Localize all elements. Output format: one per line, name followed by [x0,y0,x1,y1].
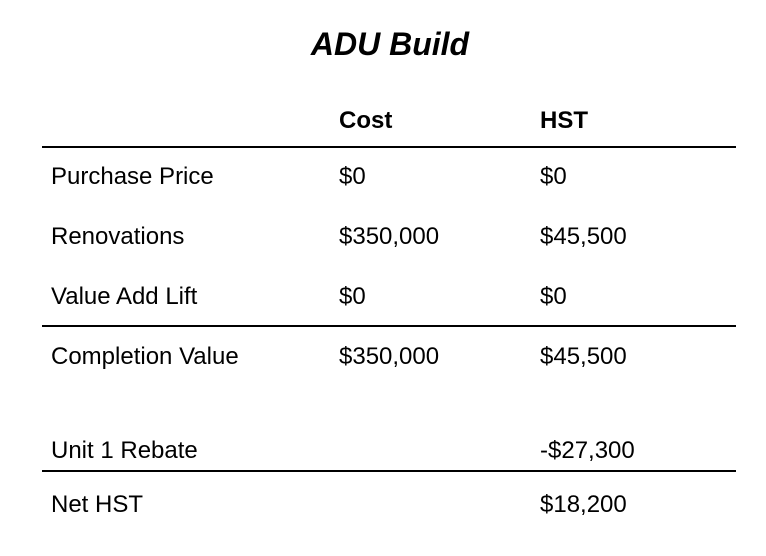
net-label: Net HST [51,491,144,518]
row-cost: $0 [339,163,366,190]
header-cost: Cost [339,107,393,134]
row-label: Value Add Lift [51,283,198,310]
row-cost: $0 [339,283,366,310]
row-hst: $45,500 [540,343,627,370]
header-rule [42,146,736,148]
row-label: Renovations [51,223,185,250]
row-label: Completion Value [51,343,239,370]
row-label: Purchase Price [51,163,214,190]
subtotal-rule [42,325,736,327]
header-hst: HST [540,107,588,134]
rebate-label: Unit 1 Rebate [51,437,198,464]
row-cost: $350,000 [339,343,440,370]
net-hst: $18,200 [540,491,627,518]
row-cost: $350,000 [339,223,440,250]
net-rule [42,470,736,472]
row-hst: $45,500 [540,223,627,250]
table-title: ADU Build [310,26,470,62]
rebate-hst: -$27,300 [540,437,635,464]
row-hst: $0 [540,283,567,310]
row-hst: $0 [540,163,567,190]
